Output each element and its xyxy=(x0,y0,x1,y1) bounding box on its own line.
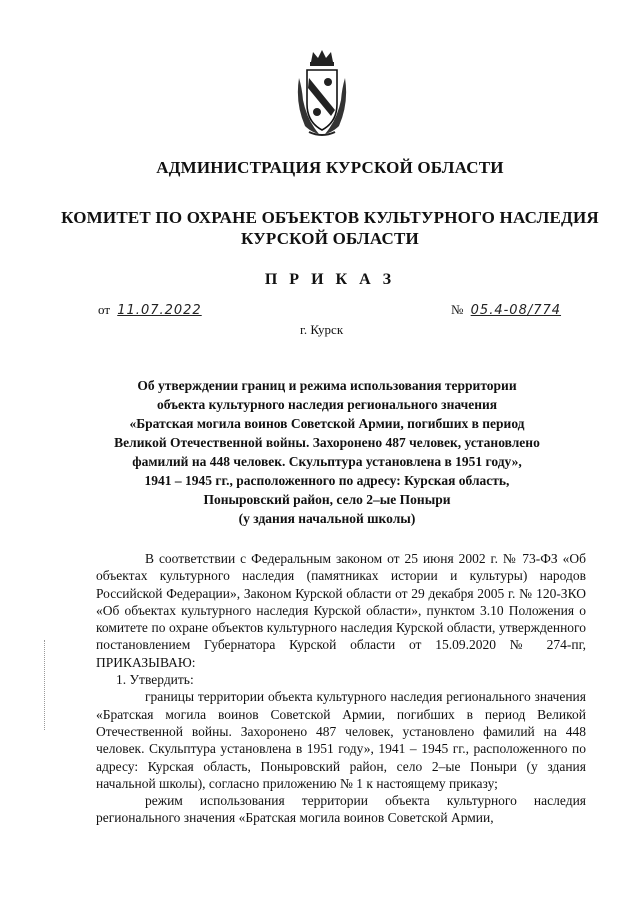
title-line: 1941 – 1945 гг., расположенного по адресу: Курская область, xyxy=(144,473,510,488)
committee-heading-line2: КУРСКОЙ ОБЛАСТИ xyxy=(241,229,419,248)
order-date xyxy=(98,302,202,318)
clause-1-regime-paragraph: режим использования территории объекта культурного наследия регионального значения «Братская могила воинов Советской Армии, xyxy=(96,793,586,826)
order-number xyxy=(451,302,561,318)
committee-heading xyxy=(60,207,600,249)
order-title xyxy=(92,376,562,528)
city-label: г. Курск xyxy=(300,322,344,337)
document-type-heading: П Р И К А З xyxy=(264,271,396,288)
date-prefix: от xyxy=(98,302,111,317)
title-line: Поныровский район, село 2–ые Поныри xyxy=(203,492,451,507)
scan-margin-mark xyxy=(44,640,46,730)
committee-heading-line1: КОМИТЕТ ПО ОХРАНЕ ОБЪЕКТОВ КУЛЬТУРНОГО НАСЛЕДИЯ xyxy=(61,208,599,227)
date-value: 11.07.2022 xyxy=(117,303,202,318)
clause-1-heading: 1. Утвердить: xyxy=(116,672,194,688)
administration-heading: АДМИНИСТРАЦИЯ КУРСКОЙ ОБЛАСТИ xyxy=(156,158,504,177)
clause-1-boundaries-paragraph: границы территории объекта культурного наследия регионального значения «Братская могила воинов Советской Армии, погибших в период Великой Отечественной войны. Захоронено 487 человек, установлено фамилий на 448 человек. Скульптура установлена в 1951 году», 1941 – 1945 гг., расположенного по адресу: Курская область, Поныровский район, село 2–ые Поныри (у здания начальной школы), согласно приложению № 1 к настоящему приказу; xyxy=(96,689,586,791)
title-line: фамилий на 448 человек. Скульптура установлена в 1951 году», xyxy=(132,454,522,469)
coat-of-arms-icon xyxy=(293,48,351,138)
title-line: Об утверждении границ и режима использования территории xyxy=(137,378,517,393)
title-line: Великой Отечественной войны. Захоронено 487 человек, установлено xyxy=(114,435,540,450)
title-line: «Братская могила воинов Советской Армии, погибших в период xyxy=(129,416,525,431)
title-line: (у здания начальной школы) xyxy=(238,511,416,526)
number-prefix: № xyxy=(451,302,464,317)
number-value: 05.4-08/774 xyxy=(470,303,562,318)
preamble-paragraph: В соответствии с Федеральным законом от 25 июня 2002 г. № 73-ФЗ «Об объектах культурного наследия (памятниках истории и культуры) народов Российской Федерации», Законом Курской области от 29 декабря 2005 г. № 120-ЗКО «Об объектах культурного наследия Курской области», пунктом 3.10 Положения о комитете по охране объектов культурного наследия Курской области, утвержденного постановлением Губернатора Курской области от 15.09.2020 № 274-пг, ПРИКАЗЫВАЮ: xyxy=(96,551,586,670)
order-body xyxy=(96,550,586,827)
title-line: объекта культурного наследия регионального значения xyxy=(156,397,498,412)
